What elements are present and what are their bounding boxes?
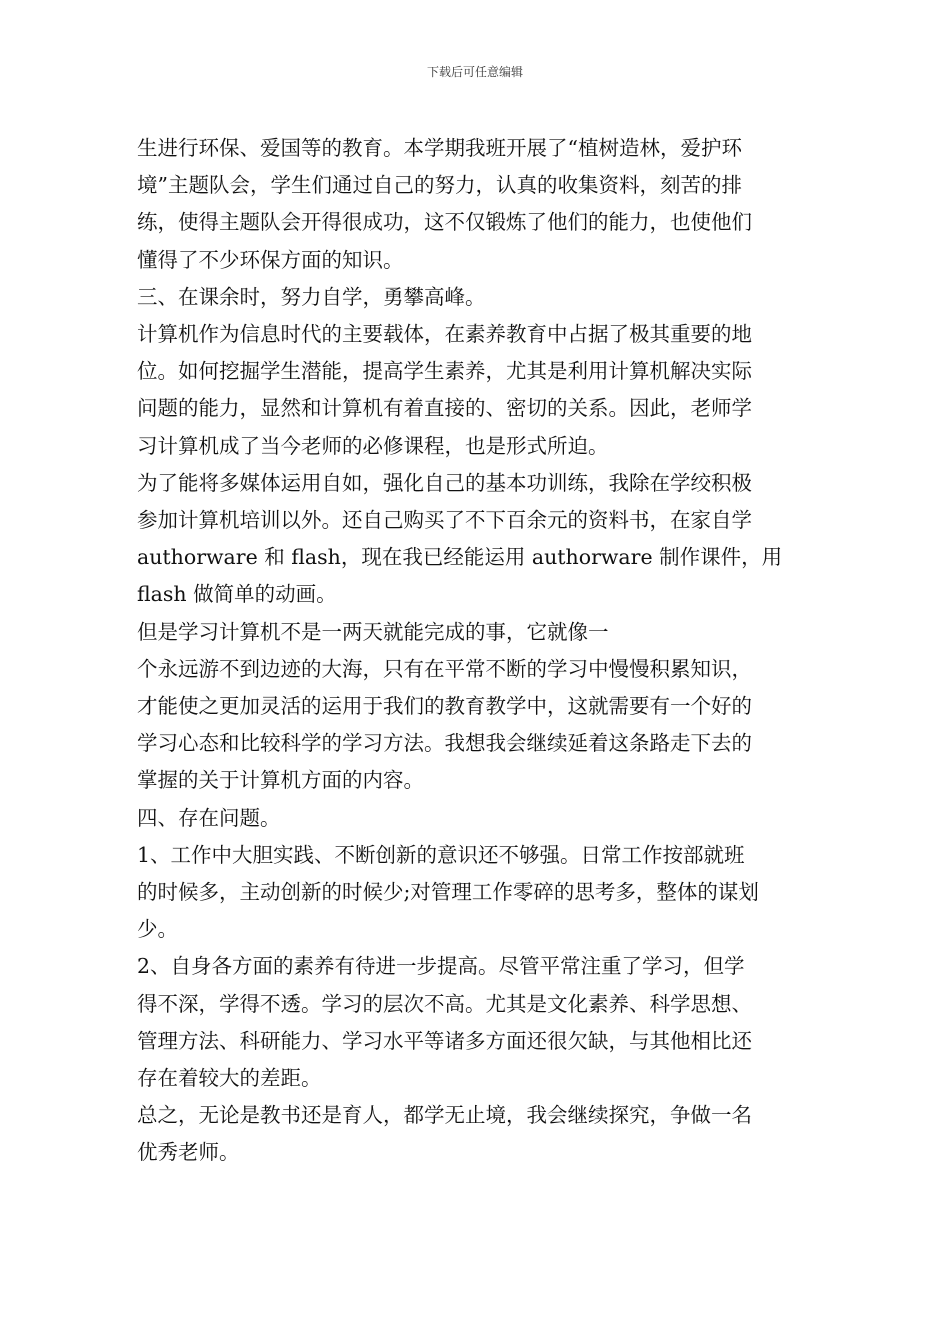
paragraph: 但是学习计算机不是一两天就能完成的事，它就像一 — [137, 619, 609, 644]
paragraph: 生进行环保、爱国等的教育。本学期我班开展了“植树造林，爱护环 境”主题队会，学生们通过自己的努力，认真的收集资料，刻苦的排 练，使得主题队会开得很成功，这不仅锻炼了他们的能力，也使他们 懂得了不少环保方面的知识。 — [137, 136, 752, 272]
section-heading-3: 三、在课余时，努力自学，勇攀高峰。 — [137, 284, 486, 309]
paragraph: 总之，无论是教书还是育人，都学无止境，我会继续探究，争做一名 优秀老师。 — [137, 1103, 752, 1165]
paragraph: 个永远游不到边迹的大海，只有在平常不断的学习中慢慢积累知识， 才能使之更加灵活的运用于我们的教育教学中，这就需要有一个好的 学习心态和比较科学的学习方法。我想我会继续延着这条路走下去的 掌握的关于计算机方面的内容。 — [137, 656, 752, 793]
list-item: 1、工作中大胆实践、不断创新的意识还不够强。日常工作按部就班 的时候多，主动创新的时候少;对管理工作零碎的思考多，整体的谋划 少。 — [137, 842, 759, 942]
section-heading-4: 四、存在问题。 — [137, 805, 281, 830]
page-header: 下载后可任意编辑 — [426, 65, 523, 79]
paragraph: 为了能将多媒体运用自如，强化自己的基本功训练，我除在学绞积极 参加计算机培训以外。还自己购买了不下百余元的资料书，在家自学 authorware 和 flash，现在我已经能运用 authorware 制作课件，用 flash 做简单的动画。 — [137, 470, 783, 607]
list-item: 2、自身各方面的素养有待进一步提高。尽管平常注重了学习，但学 得不深，学得不透。学习的层次不高。尤其是文化素养、科学思想、 管理方法、科研能力、学习水平等诸多方面还很欠缺，与其他相比还 存在着较大的差距。 — [137, 954, 752, 1091]
paragraph: 计算机作为信息时代的主要载体，在素养教育中占据了极其重要的地 位。如何挖掘学生潜能，提高学生素养，尤其是利用计算机解决实际 问题的能力，显然和计算机有着直接的、密切的关系。因此，老师学 习计算机成了当今老师的必修课程，也是形式所迫。 — [137, 322, 752, 458]
document-body — [137, 130, 813, 1172]
